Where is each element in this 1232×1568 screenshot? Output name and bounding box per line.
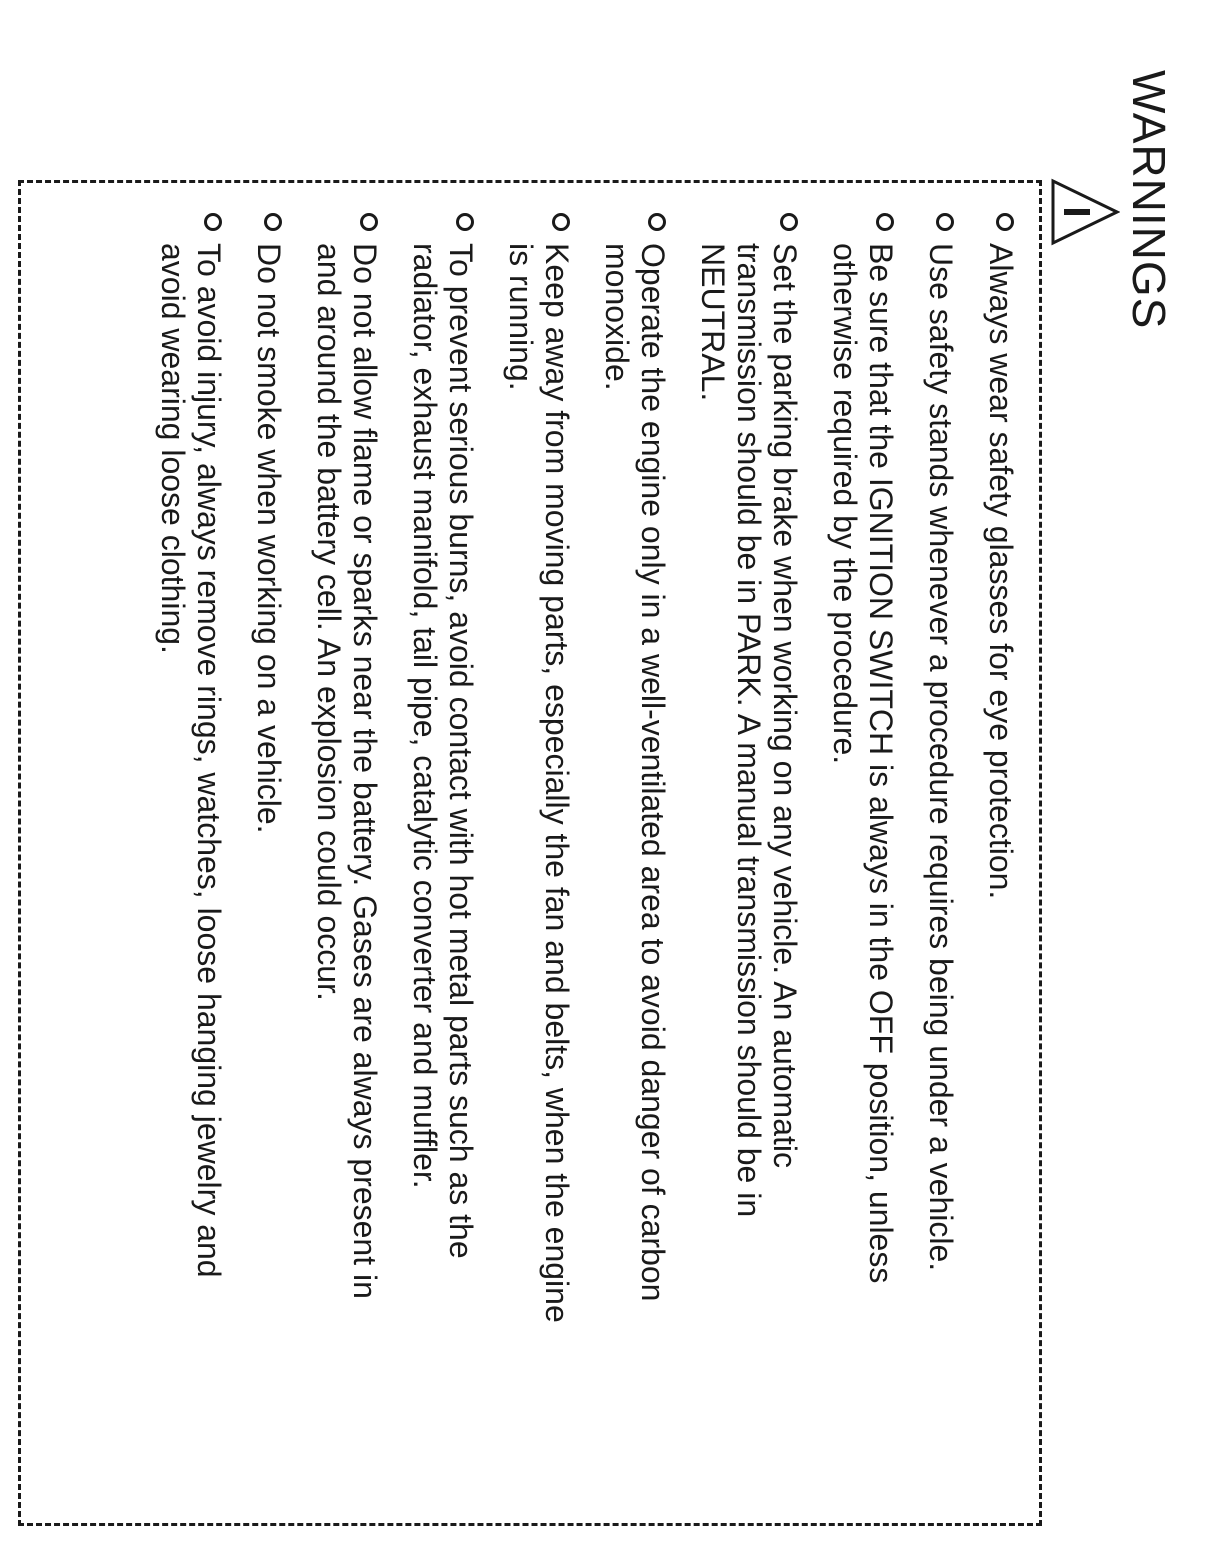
warning-text: Always wear safety glasses for eye protection. <box>983 243 1019 900</box>
warning-text: Set the parking brake when working on any vehicle. An automatic transmission should be in PARK. A manual transmission should be in NEUTRAL. <box>695 243 803 1218</box>
warning-text: Be sure that the IGNITION SWITCH is always in the OFF position, unless otherwise required by the procedure. <box>827 243 899 1284</box>
bullet-icon <box>876 213 894 231</box>
bullet-icon <box>648 213 666 231</box>
warning-text: Do not allow flame or sparks near the battery. Gases are always present in and around the battery cell. An explosion could occur. <box>311 243 383 1299</box>
bullet-icon <box>204 213 222 231</box>
warning-text: Keep away from moving parts, especially the fan and belts, when the engine is running. <box>503 243 575 1323</box>
bullet-icon <box>996 213 1014 231</box>
bullet-icon <box>552 213 570 231</box>
warning-text: To prevent serious burns, avoid contact with hot metal parts such as the radiator, exhaust manifold, tail pipe, catalytic converter and muffler. <box>407 243 479 1259</box>
list-item <box>251 213 287 1323</box>
bullet-icon <box>360 213 378 231</box>
list-item <box>503 213 575 1323</box>
warnings-box <box>18 180 1042 1526</box>
bullet-icon <box>780 213 798 231</box>
page-title: WARNINGS <box>1123 70 1175 330</box>
bullet-icon <box>264 213 282 231</box>
list-item <box>983 213 1019 1323</box>
list-item <box>407 213 479 1323</box>
bullet-icon <box>456 213 474 231</box>
warning-text: Operate the engine only in a well-ventilated area to avoid danger of carbon monoxide. <box>599 243 671 1302</box>
warning-text: Use safety stands whenever a procedure requires being under a vehicle. <box>923 243 959 1272</box>
list-item <box>155 213 227 1323</box>
warnings-list <box>155 183 1039 1523</box>
bullet-icon <box>936 213 954 231</box>
list-item <box>599 213 671 1323</box>
list-item <box>923 213 959 1323</box>
warning-triangle-icon <box>1050 178 1120 246</box>
list-item <box>311 213 383 1323</box>
warning-text: To avoid injury, always remove rings, watches, loose hanging jewelry and avoid wearing loose clothing. <box>155 243 227 1278</box>
list-item <box>827 213 899 1323</box>
list-item <box>695 213 803 1323</box>
warning-text: Do not smoke when working on a vehicle. <box>251 243 287 834</box>
